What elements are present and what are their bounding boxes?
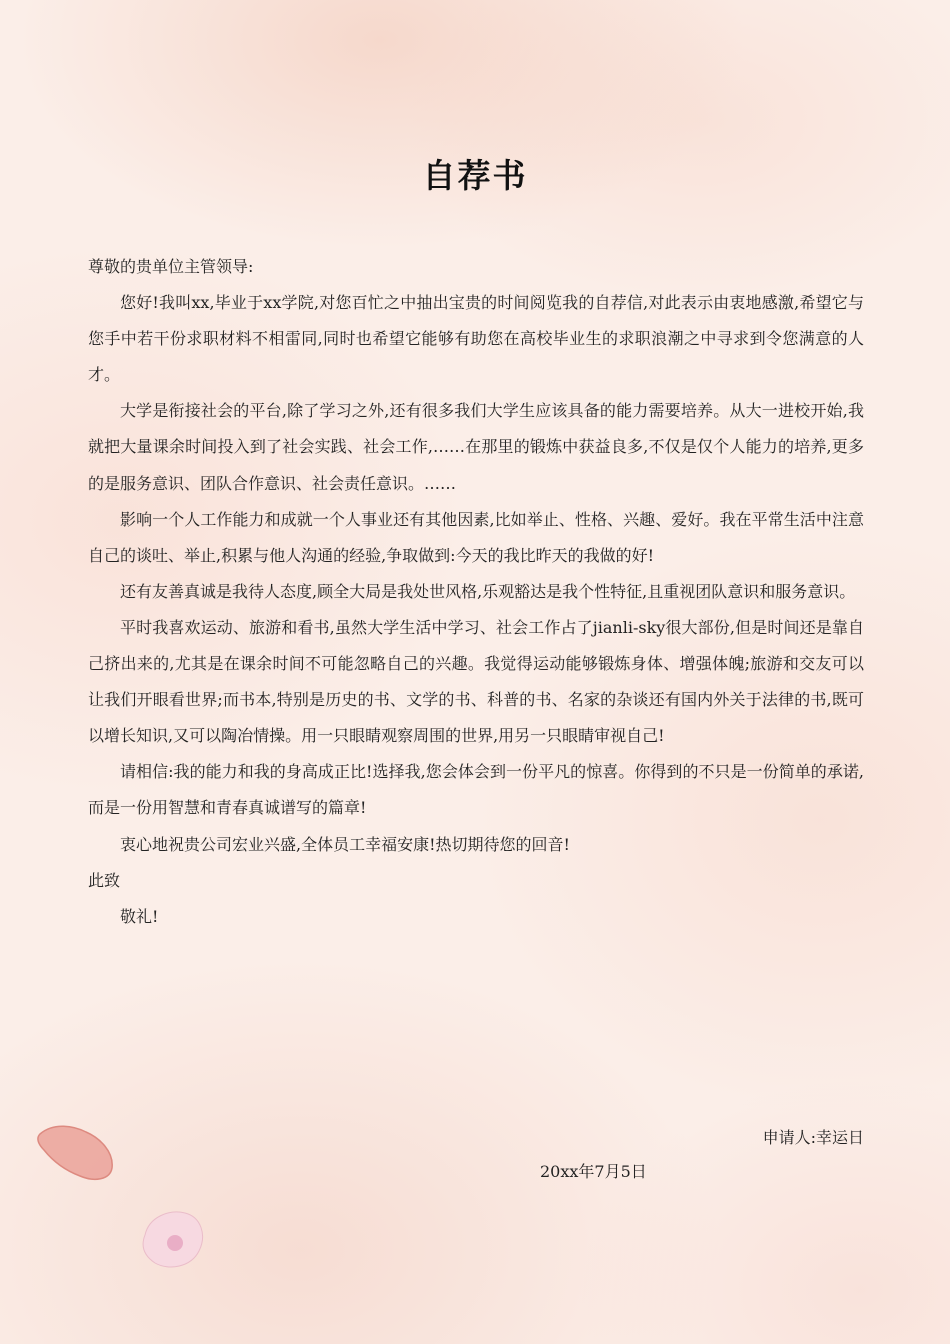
paragraph-wishes: 衷心地祝贵公司宏业兴盛,全体员工幸福安康!热切期待您的回音!: [120, 834, 570, 854]
letter-date: 20xx年7月5日: [540, 1162, 647, 1181]
salutation: 尊敬的贵单位主管领导:: [88, 257, 254, 276]
paragraph-university: 大学是衔接社会的平台,除了学习之外,还有很多我们大学生应该具备的能力需要培养。从大一进校开始,我就把大量课余时间投入到了社会实践、社会工作,……在那里的锻炼中获益良多,不仅是仅个人能力的培养,更多的是服务意识、团队合作意识、社会责任意识。……: [88, 401, 864, 493]
petal-decoration: [34, 1120, 119, 1185]
paragraph-greeting: 您好!我叫xx,毕业于xx学院,对您百忙之中抽出宝贵的时间阅览我的自荐信,对此表示由衷地感激,希望它与您手中若干份求职材料不相雷同,同时也希望它能够有助您在高校毕业生的求职浪潮之中寻求到令您满意的人才。: [88, 293, 864, 385]
signature: 申请人:幸运日: [762, 1128, 864, 1147]
paragraph-character: 影响一个人工作能力和成就一个人事业还有其他因素,比如举止、性格、兴趣、爱好。我在平常生活中注意自己的谈吐、举止,积累与他人沟通的经验,争取做到:今天的我比昨天的我做的好!: [88, 509, 864, 565]
paragraph-hobbies: 平时我喜欢运动、旅游和看书,虽然大学生活中学习、社会工作占了jianli-sky很大部份,但是时间还是靠自己挤出来的,尤其是在课余时间不可能忽略自己的兴趣。我觉得运动能够锻炼身体、增强体魄;旅游和交友可以让我们开眼看世界;而书本,特别是历史的书、文学的书、科普的书、名家的杂谈还有国内外关于法律的书,既可以增长知识,又可以陶冶情操。用一只眼睛观察周围的世界,用另一只眼睛审视自己!: [88, 617, 864, 746]
document-title: 自荐书: [422, 156, 528, 195]
closing-cizhi: 此致: [88, 870, 121, 890]
paragraph-attitude: 还有友善真诚是我待人态度,顾全大局是我处世风格,乐观豁达是我个性特征,且重视团队意识和服务意识。: [120, 581, 856, 601]
flower-decoration: [135, 1205, 210, 1275]
closing-jingli: 敬礼!: [120, 906, 159, 926]
letter-body: [88, 249, 864, 935]
paragraph-promise: 请相信:我的能力和我的身高成正比!选择我,您会体会到一份平凡的惊喜。你得到的不只是一份简单的承诺,而是一份用智慧和青春真诚谱写的篇章!: [88, 762, 864, 818]
